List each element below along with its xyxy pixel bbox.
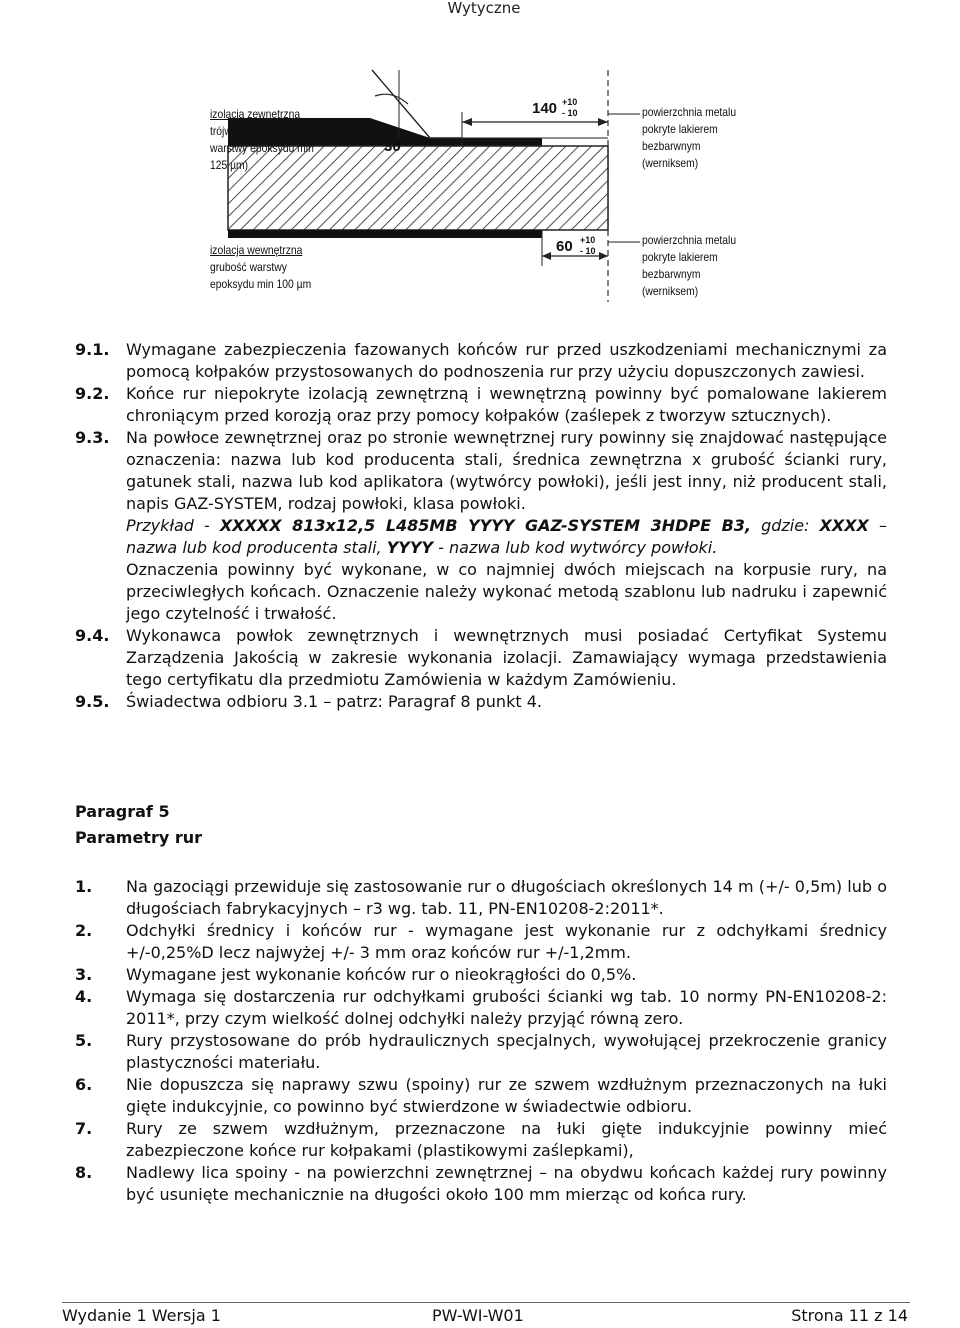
metal-surface-bottom-label-line: pokryte lakierem — [642, 250, 718, 264]
item-number: 3. — [75, 965, 93, 984]
metal-surface-bottom-label-line: (werniksem) — [642, 284, 699, 298]
item-text: Nie dopuszcza się naprawy szwu (spoiny) rur ze szwem wzdłużnym przeznaczonych na łuki gięte indukcyjnie, co powinno być stwierdzone w świadectwie odbioru. — [126, 1075, 887, 1116]
angle-label: 30° — [384, 138, 407, 155]
item-text: Na powłoce zewnętrznej oraz po stronie wewnętrznej rury powinny się znajdować następujące oznaczenia: nazwa lub kod producenta stali, średnica zewnętrzna x grubość ścianki rury, gatunek stali, nazwa lub kod aplikatora (wytwórcy powłoki), jeśli jest inny, niż producent stali, napis GAZ-SYSTEM, rodzaj powłoki, klasa powłoki. — [126, 428, 887, 513]
list-item — [75, 339, 887, 383]
example-x-code: XXXX — [819, 516, 869, 535]
steel-wall — [228, 146, 608, 230]
item-number: 2. — [75, 921, 93, 940]
inner-insulation-label-line: epoksydu min 100 µm — [210, 277, 312, 291]
list-item — [75, 1074, 887, 1118]
metal-surface-top-label-line: bezbarwnym — [642, 139, 701, 153]
metal-surface-top-label-line: pokryte lakierem — [642, 122, 718, 136]
item-text: Wykonawca powłok zewnętrznych i wewnętrznych musi posiadać Certyfikat Systemu Zarządzenia Jakością w zakresie wykonania izolacji. Zamawiający wymaga przedstawienia tego certyfikatu dla przedmiotu Zamówienia w każdym Zamówieniu. — [126, 626, 887, 689]
section-9-list — [75, 339, 887, 713]
document-title: Wytyczne — [447, 0, 521, 17]
item-text: Świadectwa odbioru 3.1 – patrz: Paragraf 8 punkt 4. — [126, 692, 542, 711]
marking-example — [126, 515, 887, 559]
metal-surface-bottom-label-line: bezbarwnym — [642, 267, 701, 281]
list-item — [75, 920, 887, 964]
outer-insulation-label-line: izolacja zewnętrzna — [210, 107, 301, 121]
inner-insulation-label-line: izolacja wewnętrzna — [210, 243, 303, 257]
footer-edition: Wydanie 1 Wersja 1 — [62, 1306, 221, 1325]
list-item — [75, 986, 887, 1030]
inner-coating — [228, 230, 542, 238]
item-number: 8. — [75, 1163, 93, 1182]
example-code: XXXXX 813x12,5 L485MB YYYY GAZ-SYSTEM 3HDPE B3, — [219, 516, 751, 535]
example-y-desc: - nazwa lub kod wytwórcy powłoki. — [438, 538, 718, 557]
item-text: Rury ze szwem wzdłużnym, przeznaczone na łuki gięte indukcyjnie powinny mieć zabezpieczone końce rur kołpakami (plastikowymi zaślepkami), — [126, 1119, 887, 1160]
footer-page-number: Strona 11 z 14 — [791, 1306, 908, 1325]
item-number: 7. — [75, 1119, 93, 1138]
footer-document-code: PW-WI-W01 — [432, 1306, 524, 1325]
page-footer — [62, 1302, 910, 1327]
list-item — [75, 1030, 887, 1074]
pipe-end-diagram — [200, 66, 760, 306]
dim-inner-tol-plus: +10 — [580, 235, 596, 245]
page-header — [0, 0, 960, 24]
list-item — [75, 383, 887, 427]
dim-inner-value: 60 — [556, 238, 573, 255]
item-text: Rury przystosowane do prób hydraulicznych specjalnych, wywołującej przekroczenie granicy plastyczności materiału. — [126, 1031, 887, 1072]
item-text: Wymagane jest wykonanie końców rur o nieokrągłości do 0,5%. — [126, 965, 637, 984]
metal-surface-bottom-label-line: powierzchnia metalu — [642, 233, 737, 247]
outer-insulation-label-line: trójwarstwowa (grubość — [210, 124, 319, 138]
dim-outer-tol-minus: - 10 — [562, 108, 578, 118]
item-number: 4. — [75, 987, 93, 1006]
inner-insulation-label-line: grubość warstwy — [210, 260, 287, 274]
list-item — [75, 1162, 887, 1206]
pipe-parameters-list — [75, 876, 887, 1206]
item-number: 9.4. — [75, 626, 110, 645]
item-text: Oznaczenia powinny być wykonane, w co najmniej dwóch miejscach na korpusie rury, na przeciwległych końcach. Oznaczenie należy wykonać metodą szablonu lub nadruku i zapewnić jego czytelność i trwałość. — [126, 560, 887, 623]
item-number: 9.2. — [75, 384, 110, 403]
item-text: Wymaga się dostarczenia rur odchyłkami grubości ścianki wg tab. 10 normy PN-EN10208-2: 2011*, przy czym wielkość dolnej odchyłki należy przyjąć równą zero. — [126, 987, 887, 1028]
item-number: 9.3. — [75, 428, 110, 447]
item-text: Wymagane zabezpieczenia fazowanych końców rur przed uszkodzeniami mechanicznymi za pomocą kołpaków przystosowanych do podnoszenia rur przy użyciu dopuszczonych zawiesi. — [126, 340, 887, 381]
example-where: gdzie: — [761, 516, 810, 535]
example-y-code: YYYY — [386, 538, 434, 557]
example-x-desc: – nazwa lub kod producenta stali, — [126, 516, 887, 557]
dim-outer-tol-plus: +10 — [562, 97, 578, 107]
list-item — [75, 1118, 887, 1162]
dim-inner-tol-minus: - 10 — [580, 246, 596, 256]
item-number: 1. — [75, 877, 93, 896]
outer-insulation-label-line: 125 µm) — [210, 158, 249, 172]
list-item — [75, 691, 887, 713]
list-item — [75, 427, 887, 625]
item-text: Na gazociągi przewiduje się zastosowanie rur o długościach określonych 14 m (+/- 0,5m) lub o długościach fabrykacyjnych – r3 wg. tab. 11, PN-EN10208-2:2011*. — [126, 877, 887, 918]
item-text: Nadlewy lica spoiny - na powierzchni zewnętrznej – na obydwu końcach każdej rury powinny być usunięte mechanicznie na długości około 100 mm mierząc od końca rury. — [126, 1163, 887, 1204]
section-heading: Paragraf 5 — [75, 802, 170, 821]
example-prefix: Przykład - — [126, 516, 210, 535]
item-number: 9.5. — [75, 692, 110, 711]
item-number: 5. — [75, 1031, 93, 1050]
dim-outer-value: 140 — [532, 100, 558, 117]
item-number: 9.1. — [75, 340, 110, 359]
list-item — [75, 625, 887, 691]
list-item — [75, 964, 887, 986]
angle-arc — [375, 94, 408, 104]
item-text: Końce rur niepokryte izolacją zewnętrzną i wewnętrzną powinny być pomalowane lakierem chroniącym przed korozją oraz przy pomocy kołpaków (zaślepek z tworzyw sztucznych). — [126, 384, 887, 425]
metal-surface-top-label-line: (werniksem) — [642, 156, 699, 170]
section-subheading: Parametry rur — [75, 828, 203, 847]
metal-surface-top-label-line: powierzchnia metalu — [642, 105, 737, 119]
item-text: Odchyłki średnicy i końców rur - wymagane jest wykonanie rur z odchyłkami średnicy +/-0,25%D lecz najwyżej +/- 3 mm oraz końców rur +/-1,2mm. — [126, 921, 887, 962]
item-number: 6. — [75, 1075, 93, 1094]
outer-insulation-label-line: warstwy epoksydu min — [210, 141, 314, 155]
list-item — [75, 876, 887, 920]
